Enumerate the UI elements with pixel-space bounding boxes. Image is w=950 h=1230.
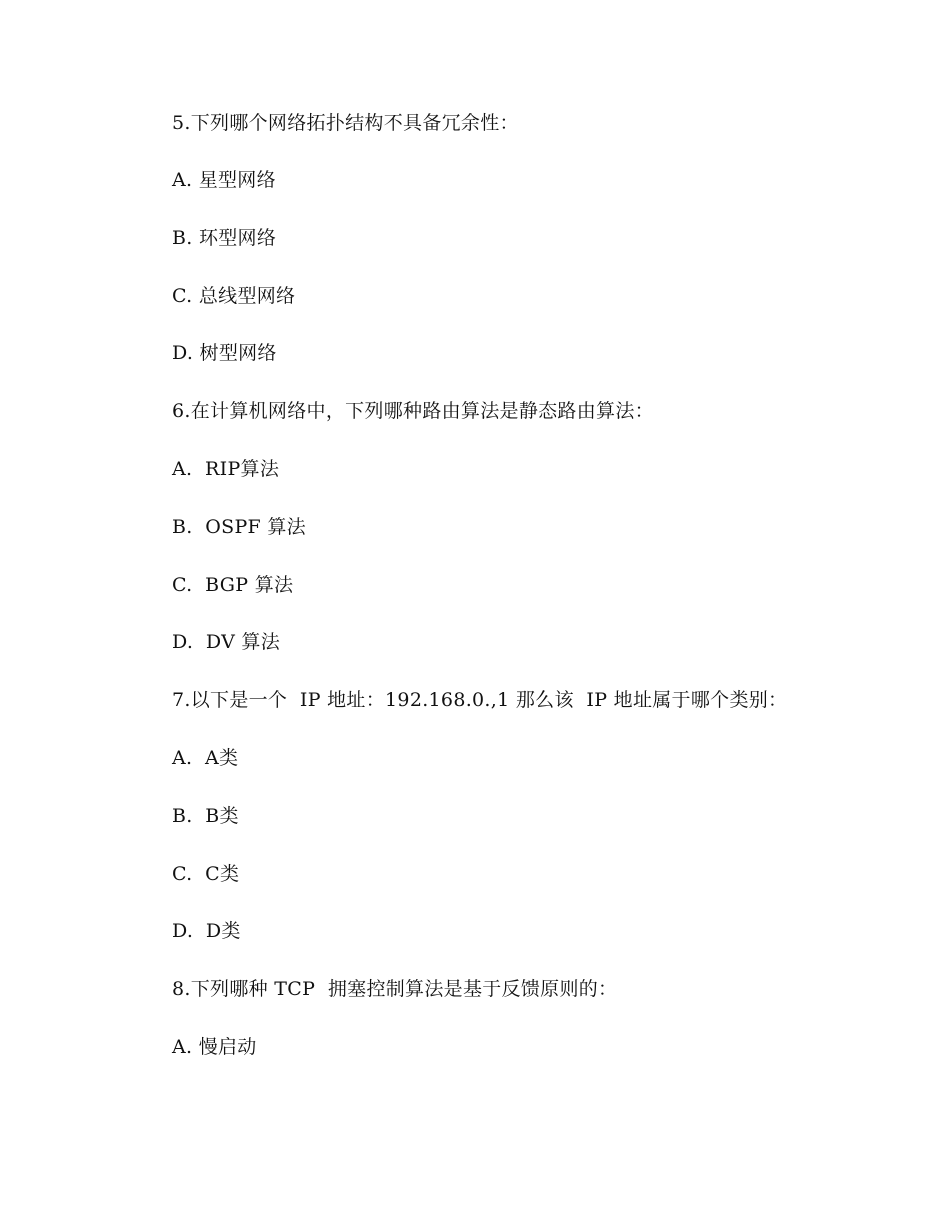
question-5: 5.下列哪个网络拓扑结构不具备冗余性： [172, 112, 519, 134]
question-7-option-d: D. D类 [172, 920, 241, 942]
question-6-option-d: D. DV 算法 [172, 631, 281, 653]
question-5-option-a: A. 星型网络 [172, 169, 276, 191]
question-6-option-b: B. OSPF 算法 [172, 516, 306, 538]
question-7-option-c: C. C类 [172, 863, 240, 885]
question-6: 6.在计算机网络中，下列哪种路由算法是静态路由算法： [172, 400, 654, 422]
question-8: 8.下列哪种 TCP 拥塞控制算法是基于反馈原则的： [172, 978, 618, 1000]
question-5-option-b: B. 环型网络 [172, 227, 277, 249]
question-7-option-a: A. A类 [172, 747, 239, 769]
question-5-option-c: C. 总线型网络 [172, 285, 296, 307]
question-8-option-a: A. 慢启动 [172, 1036, 257, 1058]
question-7: 7.以下是一个 IP 地址：192.168.0.,1 那么该 IP 地址属于哪个类别： [172, 689, 788, 711]
question-6-option-a: A. RIP算法 [172, 458, 280, 480]
question-5-option-d: D. 树型网络 [172, 342, 277, 364]
question-6-option-c: C. BGP 算法 [172, 574, 294, 596]
question-7-option-b: B. B类 [172, 805, 239, 827]
